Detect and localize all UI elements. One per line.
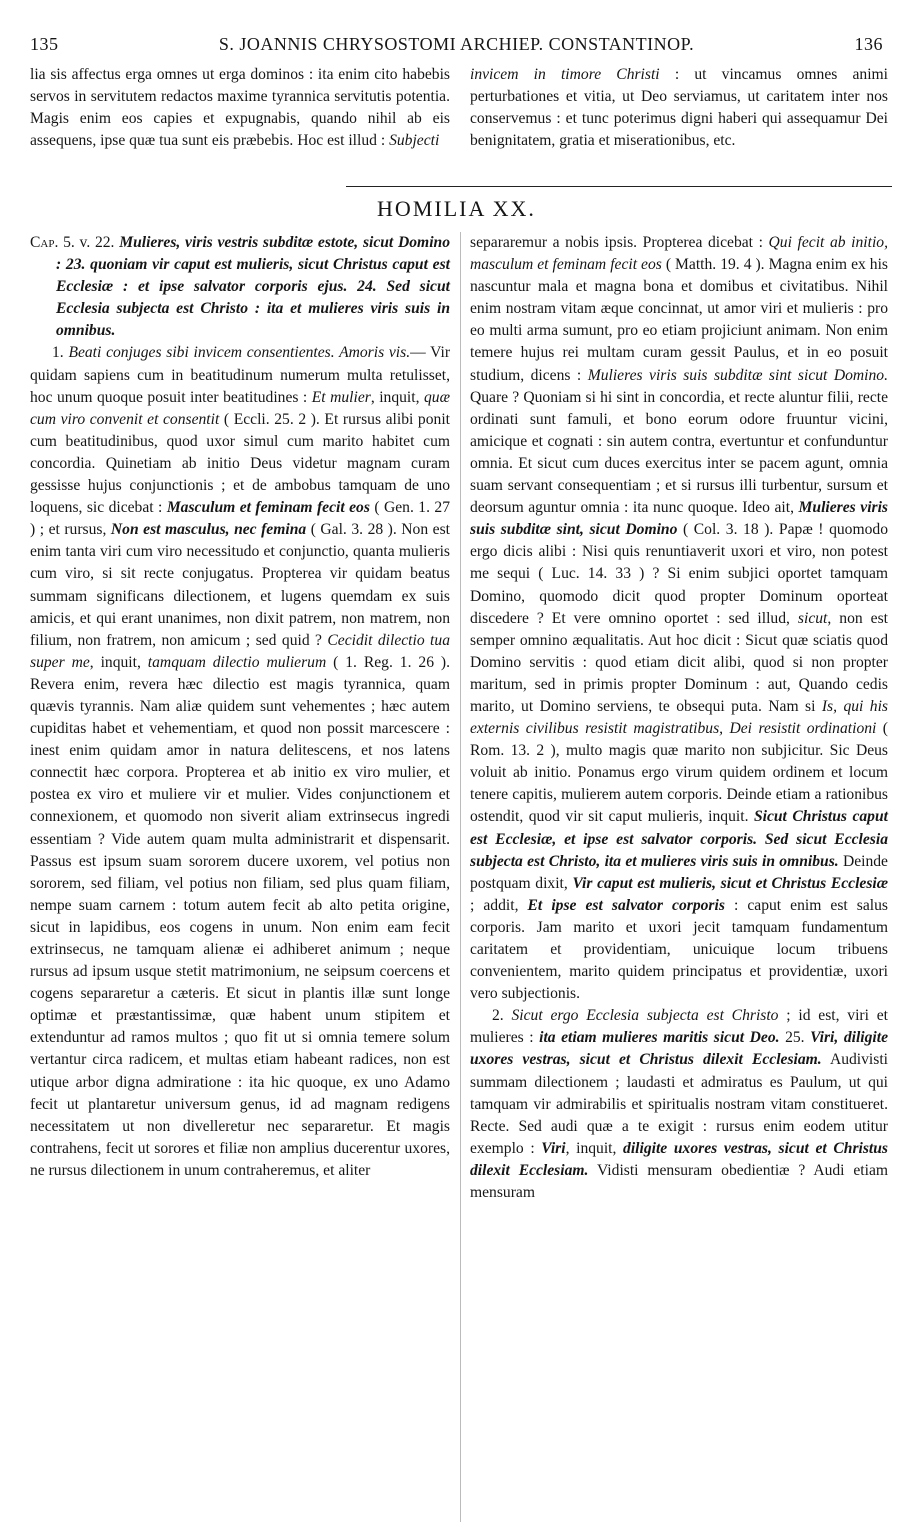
top-right-column	[470, 64, 888, 152]
quote-run: Sicut ergo Ecclesia subjecta est Christo	[511, 1007, 779, 1025]
text-run: , inquit,	[565, 1139, 624, 1157]
text-run: ( Gen. 1. 27 ) ; et rursus,	[30, 499, 450, 539]
quote-run: Masculum et feminam fecit eos	[166, 499, 370, 517]
main-right-column	[470, 232, 888, 1204]
cap-text: Mulieres, viris vestris subditæ estote, sicut Domino : 23. quoniam vir caput est mulieris, sicut Christus caput est Ecclesiæ : et ipse salvator corporis ejus. 24. Sed sicut Ecclesia subjecta est Christo : ita et mulieres viris suis in omnibus.	[56, 234, 450, 340]
page-number-left: 135	[30, 34, 59, 54]
text-run: ( Rom. 13. 2 ), multo magis quæ marito non subjicitur. Sic Deus voluit ab initio. Ponamus ergo virum quidem ordinem et locum tenere capitis, mulierem autem corporis. Deinde etiam a rationibus ostendit, quod vir sit caput mulieris, inquit.	[470, 720, 889, 826]
text-run: Vidisti mensuram obedientiæ ? Audi etiam mensuram	[470, 1161, 888, 1202]
text-run: ( Matth. 19. 4 ). Magna enim ex his nascuntur mala et magna bona et domibus et civitatibus. Nihil enim nostram vitam æque concinnat, ut amor viri et mulieris : pro eo multi arma sumunt, pro eo etiam projiciunt animam. Non enim temere hujus rei multam curam gessit Paulus, et in eo posuit studium, dicens :	[470, 256, 888, 384]
homily-title: HOMILIA XX.	[377, 196, 536, 221]
page-number-right: 136	[854, 34, 883, 54]
quote-run: Viri, diligite uxores vestras, sicut et Christus dilexit Ecclesiam.	[470, 1029, 889, 1069]
text-run: ; id est, viri et mulieres :	[470, 1007, 888, 1047]
quote-run: Vir caput est mulieris, sicut et Christus Ecclesiæ	[572, 874, 889, 892]
para-heading: Beati conjuges sibi invicem consentientes. Amoris vis.	[68, 344, 411, 362]
quote-run: quæ cum viro convenit et consentit	[30, 388, 450, 428]
text-run: ; addit,	[470, 896, 528, 914]
text-run: — Vir quidam sapiens cum in beatitudinum numerum multa retulisset, hoc unum quoque posuit inter beatitudines :	[30, 344, 451, 406]
quote-run: Sicut Christus caput est Ecclesiæ, et ipse est salvator corporis. Sed sicut Ecclesia subjecta est Christo, ita et mulieres viris suis in omnibus.	[470, 808, 888, 870]
para-number: 2.	[492, 1007, 512, 1025]
quote-run: sicut	[797, 609, 828, 627]
text-run: lia sis affectus erga omnes ut erga dominos : ita enim cito habebis servos in servitutem redactos maxime tyrannica servitutis potentia. Magis enim eos capies et expugnabis, quando nihil ab eis assequens, ipse quæ tua sunt eis præbebis. Hoc est illud :	[30, 66, 450, 150]
text-run: , inquit,	[370, 388, 424, 406]
column-divider	[460, 232, 461, 1522]
quote-run: Qui fecit ab initio, masculum et feminam fecit eos	[470, 234, 888, 274]
chapter-summary	[30, 232, 450, 342]
text-run: , non est semper omnino æqualitatis. Aut hoc dicit : Sicut quæ sciatis quod Domino servitis : quod etiam dicit alibi, quod si non propter maritum, sed in primis propter Dominum : aut, Quando cedis marito, ut Domino serviens, te obsequi puta. Nam si	[470, 609, 888, 715]
running-head	[30, 34, 883, 56]
paragraph-1-continued	[470, 232, 888, 1005]
quote-run: tamquam dilectio mulierum	[147, 653, 327, 671]
text-run: Deinde postquam dixit,	[470, 852, 888, 892]
top-left-column	[30, 64, 450, 152]
section-rule	[346, 186, 892, 187]
quote-run: Mulieres viris suis subditæ sint sicut Domino.	[587, 366, 888, 384]
quote-run: Non est masculus, nec femina	[110, 521, 307, 539]
quote-run: Viri	[541, 1139, 566, 1157]
paragraph-2	[470, 1005, 888, 1204]
quote-run: Et mulier	[311, 388, 371, 406]
text-run: ( Eccli. 25. 2 ). Et rursus alibi ponit cum beatitudinibus, quod uxor simul cum marito habitet cum concordia. Quinetiam ab initio Deus videtur magnam curam gessisse hujus conjunctionis ; et de ambobus tamquam de uno loquens, sic dicebat :	[30, 410, 450, 517]
text-run: separaremur a nobis ipsis. Propterea dicebat :	[470, 234, 769, 251]
text-run: 25.	[779, 1029, 811, 1047]
text-run: , inquit,	[89, 653, 148, 671]
running-title: S. JOANNIS CHRYSOSTOMI ARCHIEP. CONSTANTINOP.	[218, 34, 695, 54]
top-left-paragraph	[30, 64, 450, 152]
top-right-paragraph	[470, 64, 888, 152]
text-run: ( Gal. 3. 28 ). Non est enim tanta viri cum viro necessitudo et conjunctio, quanta mulieris cum viro, si sit recte conjugatus. Propterea vir quidam beatus summam significans dilectionem, et lugens quemdam ex suis amicis, et qui erant unanimes, non dixit patrem, non matrem, non filium, non fratrem, non amicum ; sed quid ?	[30, 521, 450, 649]
quote-run: Cecidit dilectio tua super me	[30, 631, 450, 671]
paragraph-1	[30, 342, 450, 1182]
text-run: Quare ? Quoniam si hi sint in concordia, et recte aluntur filii, recte ordinati sunt famuli, et bono eorum odore fruuntur vicini, amicique et cognati : sin autem contra, evertuntur et confunduntur omnia. Et sicut cum duces exercitus inter se pacem agunt, omnia suam servant consequentiam ; et si rursus illi turbentur, sursum et deorsum aguntur omnia : ita nunc quoque. Ideo ait,	[470, 388, 888, 517]
cap-label: Cap.	[30, 234, 59, 251]
italic-run: invicem in timore Christi	[470, 66, 660, 83]
text-run: ( 1. Reg. 1. 26 ). Revera enim, revera hæc dilectio est magis tyrannica, quam quævis tyrannis. Nam aliæ quidem sunt vehementes ; hæc autem cupiditas habet et vehementiam, et quod non possit marcescere : inest enim quidam amor in natura delitescens, et nos latens connectit hæc corpora. Propterea et ab initio ex viro mulier, et postea ex viro et muliere vir et mulier. Vides conjunctionem et connexionem, et quomodo non siverit aliam extrinsecus ingredi essentiam ? Vide autem quam multa administrarit et dispensarit. Passus est ipsum suam sororem ducere uxorem, vel potius non sororem, sed filiam, vel potius non filiam, sed plus quam filiam, nempe suam carnem : totum autem fecit ab alto petita origine, sicut in lapidibus, eos cogens in unum. Non enim eam fecit extrinsecus, ne tamquam alienæ ei adhiberet animum ; neque rursus ad ipsum usque stetit matrimonium, ne seipsum coercens et cogens separaretur a cæteris. Et sicut in plantis illæ sunt longe optimæ et præstantissimæ, quæ habent unum stipitem et extenduntur ad ramos multos ; quo fit ut si omnia temere solum vertantur circa radicem, et multas etiam habeant radices, non est utique arbor digna admiratione : ita hic quoque, ex uno Adamo fecit ut plantaretur universum genus, id ad magnam redigens necessitatem ut non divelleretur nec separaretur. Et magis contrahens, fecit ut sorores et filiæ non amplius ducerentur uxores, ne rursus dilectionem in unum contraheremus, et aliter	[30, 653, 451, 1179]
italic-run: Subjecti	[389, 132, 440, 150]
quote-run: ita etiam mulieres maritis sicut Deo.	[539, 1029, 780, 1047]
text-run: : ut vincamus omnes animi perturbationes et vitia, ut Deo serviamus, ut caritatem inter nos conservemus : et tunc poterimus digni haberi qui assequamur Dei benignitatem, gratia et miserationibus, etc.	[470, 66, 888, 150]
text-run: Audivisti summam dilectionem ; laudasti et admiratus es Paulum, ut qui tamquam vir admirabilis et spiritualis nostram vitam constitueret. Recte. Sed audi quæ a te exigit : rursus enim eodem utitur exemplo :	[470, 1051, 888, 1157]
quote-run: diligite uxores vestras, sicut et Christus dilexit Ecclesiam.	[470, 1139, 888, 1179]
quote-run: Et ipse est salvator corporis	[527, 896, 725, 914]
main-left-column	[30, 232, 450, 1182]
cap-ref: 5. v. 22.	[58, 234, 120, 251]
quote-run: Mulieres viris suis subditæ sint, sicut Domino	[470, 499, 888, 539]
para-number: 1.	[52, 344, 69, 362]
text-run: ( Col. 3. 18 ). Papæ ! quomodo ergo dicis alibi : Nisi quis renuntiaverit uxori et viro, non potest me sequi ( Luc. 14. 33 ) ? Si enim subjici oportet tamquam Domino, quomodo dicit quod propter Dominum oporteat discedere ? Et vere omnino oportet : sed illud,	[470, 521, 888, 627]
quote-run: Is, qui his externis civilibus resistit magistratibus, Dei resistit ordinationi	[470, 697, 888, 738]
text-run: : caput enim est salus corporis. Jam marito et uxori jecit tamquam fundamentum caritatem et providentiam, unicuique locum tribuens convenientem, marito quidem principatus et providentiæ, uxori vero subjectionis.	[470, 896, 888, 1003]
